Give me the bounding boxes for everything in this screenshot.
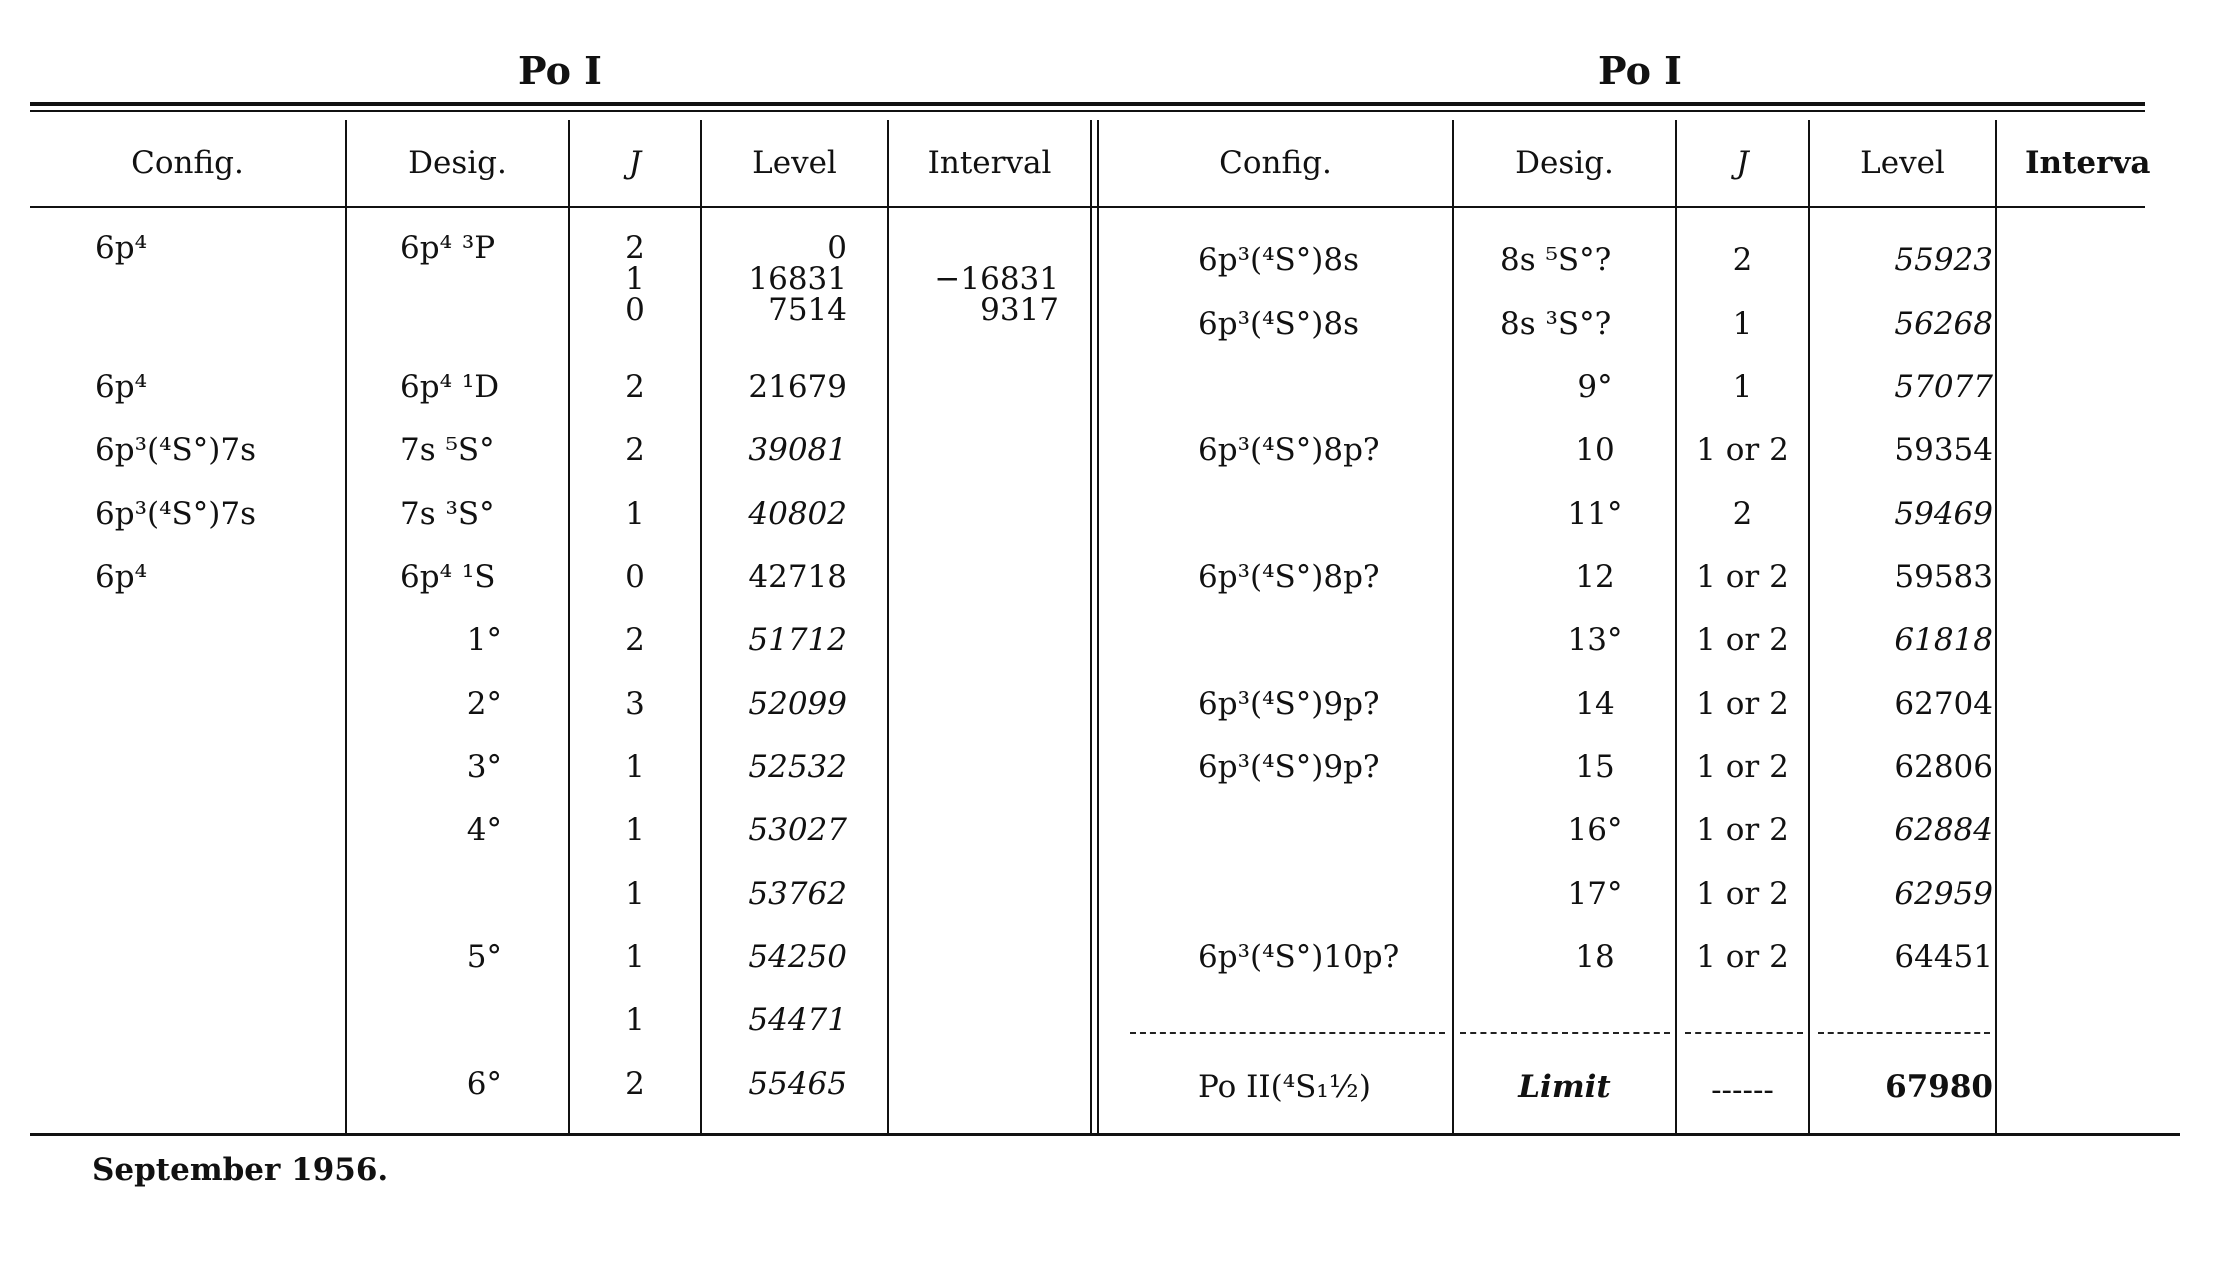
desig-cell: 6° (466, 1066, 502, 1102)
limit-separator (1460, 1032, 1670, 1034)
limit-level: 67980 (1885, 1069, 1993, 1105)
footer-date: September 1956. (92, 1152, 389, 1188)
header-config: Config. (131, 145, 244, 181)
desig-cell: 15 (1575, 749, 1615, 785)
bottom-rule (30, 1133, 2180, 1136)
limit-j: ------ (1711, 1072, 1774, 1108)
level-cell: 54250 (748, 939, 847, 975)
level-cell: 64451 (1894, 939, 1993, 975)
top-rule-1 (30, 102, 2145, 106)
level-cell: 62704 (1894, 686, 1993, 722)
j-cell: 1 or 2 (1696, 876, 1789, 912)
table-divider (1097, 120, 1099, 1133)
j-cell: 1 or 2 (1696, 939, 1789, 975)
header-config: Config. (1219, 145, 1332, 181)
desig-cell: 12 (1575, 559, 1615, 595)
level-cell: 57077 (1894, 369, 1993, 405)
desig-cell: 2° (466, 686, 502, 722)
limit-separator (1130, 1032, 1445, 1034)
config-cell: 6p⁴ (95, 369, 147, 405)
level-cell: 55923 (1894, 242, 1993, 278)
j-cell: 0 (625, 559, 645, 595)
level-cell: 53027 (748, 812, 847, 848)
config-cell: 6p³(⁴S°)9p? (1198, 749, 1380, 785)
j-cell: 2 (625, 432, 645, 468)
j-cell: 2 (625, 622, 645, 658)
limit-separator (1685, 1032, 1803, 1034)
desig-cell: 3° (466, 749, 502, 785)
level-cell: 59583 (1894, 559, 1993, 595)
j-cell: 1 (1732, 369, 1753, 405)
desig-cell: 13° (1567, 622, 1623, 658)
limit-desig: Limit (1518, 1069, 1611, 1105)
header-interval: Interva (2025, 145, 2151, 181)
level-cell: 39081 (748, 432, 847, 468)
j-cell: 1 (625, 876, 645, 912)
level-cell: 51712 (748, 622, 847, 658)
right-table-title: Po I (1598, 48, 1682, 93)
j-cell: 1 (1732, 306, 1753, 342)
interval-cell: −16831 (934, 261, 1059, 297)
j-cell: 1 (625, 749, 645, 785)
j-cell: 2 (625, 230, 645, 266)
j-cell: 3 (625, 686, 645, 722)
level-cell: 62884 (1894, 812, 1993, 848)
config-cell: 6p³(⁴S°)7s (95, 496, 256, 532)
config-cell: 6p³(⁴S°)8s (1198, 242, 1359, 278)
level-cell: 56268 (1894, 306, 1993, 342)
desig-cell: 8s ⁵S°? (1500, 242, 1612, 278)
desig-cell: 16° (1567, 812, 1623, 848)
limit-separator (1818, 1032, 1990, 1034)
desig-cell: 7s ⁵S° (400, 432, 495, 468)
desig-cell: 8s ³S°? (1500, 306, 1612, 342)
desig-cell: 5° (466, 939, 502, 975)
j-cell: 1 or 2 (1696, 686, 1789, 722)
header-rule (30, 206, 2145, 208)
j-cell: 1 or 2 (1696, 749, 1789, 785)
desig-cell: 11° (1567, 496, 1623, 532)
level-cell: 62806 (1894, 749, 1993, 785)
j-cell: 1 (625, 261, 645, 297)
header-desig: Desig. (1515, 145, 1614, 181)
level-cell: 52532 (748, 749, 847, 785)
j-cell: 1 (625, 812, 645, 848)
level-cell: 0 (827, 230, 847, 266)
config-cell: 6p³(⁴S°)9p? (1198, 686, 1380, 722)
col-divider (1452, 120, 1454, 1133)
desig-cell: 6p⁴ ³P (400, 230, 496, 266)
j-cell: 1 or 2 (1696, 622, 1789, 658)
top-rule-2 (30, 110, 2145, 112)
level-cell: 52099 (748, 686, 847, 722)
col-divider (1995, 120, 1997, 1133)
level-cell: 40802 (748, 496, 847, 532)
config-cell: 6p³(⁴S°)7s (95, 432, 256, 468)
level-cell: 53762 (748, 876, 847, 912)
j-cell: 1 or 2 (1696, 432, 1789, 468)
desig-cell: 7s ³S° (400, 496, 495, 532)
j-cell: 1 (625, 1002, 645, 1038)
config-cell: 6p⁴ (95, 559, 147, 595)
j-cell: 2 (625, 1066, 645, 1102)
desig-cell: 14 (1575, 686, 1615, 722)
level-cell: 54471 (748, 1002, 847, 1038)
j-cell: 1 (625, 939, 645, 975)
level-cell: 59469 (1894, 496, 1993, 532)
desig-cell: 6p⁴ ¹S (400, 559, 496, 595)
desig-cell: 1° (466, 622, 502, 658)
config-cell: 6p³(⁴S°)8p? (1198, 559, 1380, 595)
j-cell: 0 (625, 292, 645, 328)
level-cell: 42718 (748, 559, 847, 595)
desig-cell: 17° (1567, 876, 1623, 912)
limit-config: Po II(⁴S₁½) (1198, 1069, 1371, 1105)
level-cell: 55465 (748, 1066, 847, 1102)
desig-cell: 4° (466, 812, 502, 848)
desig-cell: 9° (1577, 369, 1613, 405)
j-cell: 1 or 2 (1696, 812, 1789, 848)
header-j: J (628, 145, 642, 181)
level-cell: 59354 (1894, 432, 1993, 468)
desig-cell: 6p⁴ ¹D (400, 369, 500, 405)
header-interval: Interval (927, 145, 1052, 181)
level-cell: 21679 (748, 369, 847, 405)
config-cell: 6p³(⁴S°)10p? (1198, 939, 1400, 975)
header-j: J (1736, 145, 1749, 181)
header-level: Level (752, 145, 837, 181)
config-cell: 6p³(⁴S°)8s (1198, 306, 1359, 342)
header-desig: Desig. (408, 145, 507, 181)
j-cell: 1 or 2 (1696, 559, 1789, 595)
header-level: Level (1860, 145, 1945, 181)
interval-cell: 9317 (980, 292, 1059, 328)
j-cell: 2 (1732, 496, 1753, 532)
level-cell: 61818 (1894, 622, 1993, 658)
j-cell: 2 (1732, 242, 1753, 278)
config-cell: 6p⁴ (95, 230, 147, 266)
level-cell: 62959 (1894, 876, 1993, 912)
j-cell: 1 (625, 496, 645, 532)
table-divider (1090, 120, 1092, 1133)
left-table-title: Po I (518, 48, 602, 93)
level-cell: 16831 (748, 261, 847, 297)
desig-cell: 18 (1575, 939, 1615, 975)
level-cell: 7514 (768, 292, 847, 328)
j-cell: 2 (625, 369, 645, 405)
config-cell: 6p³(⁴S°)8p? (1198, 432, 1380, 468)
desig-cell: 10 (1575, 432, 1615, 468)
